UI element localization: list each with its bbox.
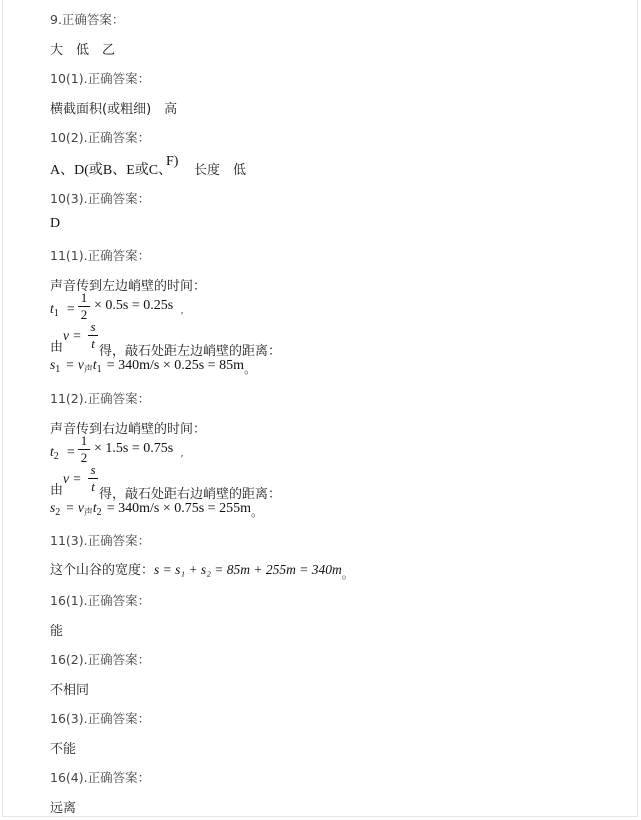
answer-10-2-part-b: F)	[166, 154, 179, 169]
answer-11-2-line-1: 声音传到右边峭壁的时间：	[50, 422, 207, 437]
answer-11-2-time-equation: $t_2$ =	[50, 444, 75, 462]
answer-11-1-distance-equation: $s_1 = v_声t_1 = 340m/s \times 0.25s = 85m_。$	[50, 357, 256, 376]
equals-sign: =	[66, 302, 75, 317]
answer-label-16-4: 16(4).正确答案：	[50, 770, 151, 785]
answer-10-2-part-a: A、D(或B、E或C、	[50, 163, 173, 178]
answer-label-9: 9.正确答案：	[50, 12, 125, 27]
fraction-s-over-t: s t	[88, 320, 98, 351]
answer-10-1: 横截面积(或粗细) 高	[50, 102, 178, 117]
answer-16-1: 能	[50, 624, 64, 639]
answer-label-16-1: 16(1).正确答案：	[50, 593, 151, 608]
answer-label-16-2: 16(2).正确答案：	[50, 652, 151, 667]
answer-11-2-distance-text: 得，敲石处距右边峭壁的距离：	[99, 487, 282, 502]
fraction-one-half: 1 2	[78, 434, 90, 465]
fraction-s-over-t: s t	[88, 463, 98, 494]
time-symbol: $t_1$	[50, 301, 59, 319]
prime-mark: ʹ	[181, 454, 184, 465]
answer-16-4: 远离	[50, 801, 77, 816]
velocity-lhs: v =	[63, 328, 82, 343]
answer-11-1-time-value: × 0.5s = 0.25s	[94, 298, 174, 313]
answer-11-3: 这个山谷的宽度：$s = s_1 + s_2 = 85m + 255m = 340m_。$	[50, 562, 354, 581]
velocity-lhs: v =	[63, 471, 82, 486]
answer-10-2-part-c: 长度 低	[194, 163, 247, 178]
answer-11-1-line-1: 声音传到左边峭壁的时间：	[50, 279, 207, 294]
answer-label-11-1: 11(1).正确答案：	[50, 248, 151, 263]
answer-10-3: D	[50, 216, 61, 231]
answer-11-1-time-equation	[50, 298, 75, 319]
prime-mark: ʹ	[181, 311, 184, 322]
answer-11-1-distance-text: 得，敲石处距左边峭壁的距离：	[99, 344, 282, 359]
fraction-one-half: 1 2	[78, 291, 90, 322]
answer-11-2-distance-equation: $s_2 = v_声t_2 = 340m/s \times 0.75s = 255m_。$	[50, 500, 263, 519]
answer-panel	[2, 0, 638, 817]
answer-label-10-1: 10(1).正确答案：	[50, 71, 151, 86]
answer-11-2-time-value: × 1.5s = 0.75s	[94, 441, 174, 456]
answer-16-2: 不相同	[50, 683, 90, 698]
answer-label-11-2: 11(2).正确答案：	[50, 391, 151, 406]
answer-11-2-you: 由	[50, 483, 64, 498]
answer-9: 大 低 乙	[50, 43, 116, 58]
answer-11-1-you: 由	[50, 340, 64, 355]
answer-16-3: 不能	[50, 742, 77, 757]
answer-label-10-2: 10(2).正确答案：	[50, 130, 151, 145]
answer-label-16-3: 16(3).正确答案：	[50, 711, 151, 726]
answer-label-10-3: 10(3).正确答案：	[50, 191, 151, 206]
answer-label-11-3: 11(3).正确答案：	[50, 533, 151, 548]
